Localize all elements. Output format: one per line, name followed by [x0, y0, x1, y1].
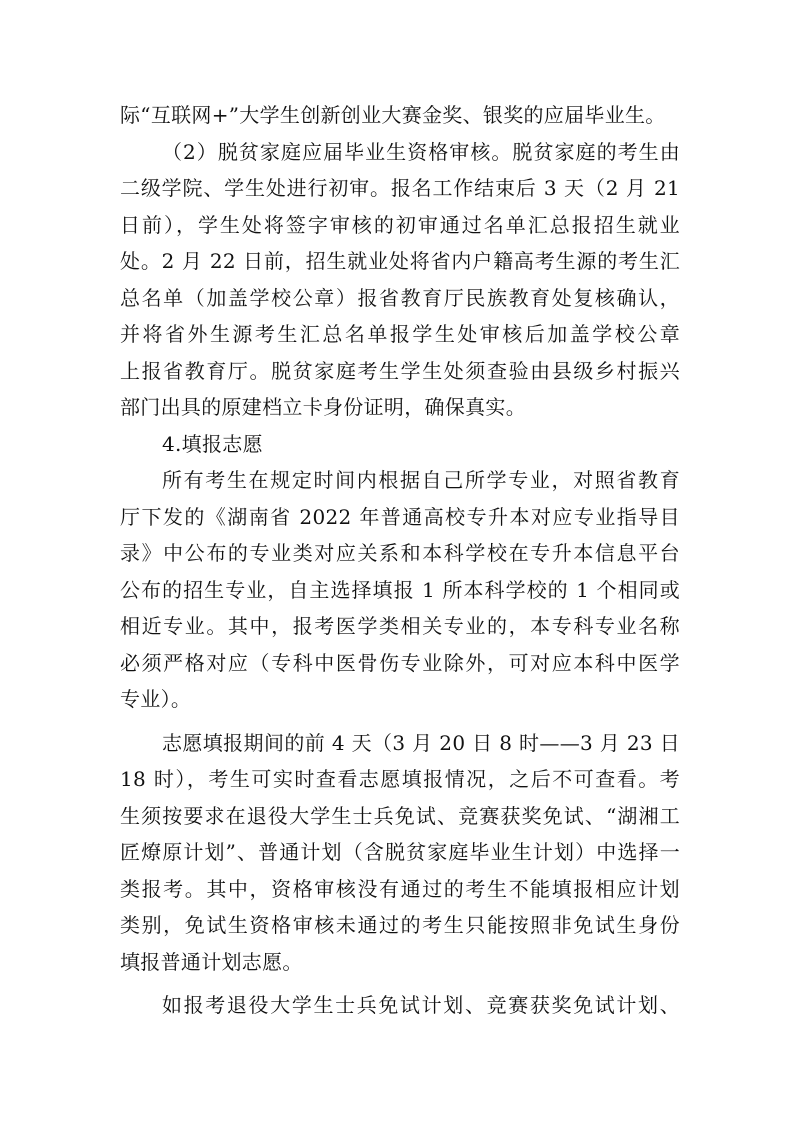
text-line: 必须严格对应（专科中医骨伤专业除外，可对应本科中医学 — [120, 650, 680, 675]
text-line: 并将省外生源考生汇总名单报学生处审核后加盖学校公章 — [120, 322, 680, 346]
text-line: 所有考生在规定时间内根据自己所学专业，对照省教育 — [162, 468, 680, 492]
text-line: 匠燎原计划”、普通计划（含脱贫家庭毕业生计划）中选择一 — [120, 840, 680, 864]
text-line: 部门出具的原建档立卡身份证明，确保真实。 — [120, 395, 526, 419]
text-line: 处。2 月 22 日前，招生就业处将省内户籍高考生源的考生汇 — [120, 249, 680, 273]
paragraph-gap — [120, 980, 680, 987]
text-line: 厅下发的《湖南省 2022 年普通高校专升本对应专业指导目 — [120, 504, 680, 529]
text-line: 录》中公布的专业类对应关系和本科学校在专升本信息平台 — [120, 541, 680, 565]
text-line: 如报考退役大学生士兵免试计划、竞赛获奖免试计划、 — [162, 993, 680, 1017]
paragraph-heading-line: （2）脱贫家庭应届毕业生资格审核。脱贫家庭的考生由 — [162, 139, 680, 164]
text-line: 相近专业。其中，报考医学类相关专业的，本专科专业名称 — [120, 614, 680, 638]
body-text — [120, 97, 680, 1024]
text-line: 公布的招生专业，自主选择填报 1 所本科学校的 1 个相同或 — [120, 577, 680, 602]
text-line: 志愿填报期间的前 4 天（3 月 20 日 8 时——3 月 23 日 — [162, 730, 680, 755]
text-line: 际“互联网+”大学生创新创业大赛金奖、银奖的应届毕业生。 — [120, 103, 666, 127]
text-line: 18 时），考生可实时查看志愿填报情况，之后不可查看。考 — [120, 767, 680, 791]
text-line: 日前），学生处将签字审核的初审通过名单汇总报招生就业 — [120, 212, 680, 237]
text-line: 生须按要求在退役大学生士兵免试、竞赛获奖免试、“湖湘工 — [120, 803, 680, 828]
text-line: 总名单（加盖学校公章）报省教育厅民族教育处复核确认， — [120, 285, 680, 310]
text-line: 专业）。 — [120, 687, 192, 711]
text-line: 填报普通计划志愿。 — [120, 949, 303, 974]
text-line: 上报省教育厅。脱贫家庭考生学生处须查验由县级乡村振兴 — [120, 358, 680, 383]
section-heading: 4.填报志愿 — [162, 431, 263, 456]
text-line: 类别，免试生资格审核未通过的考生只能按照非免试生身份 — [120, 913, 680, 937]
text-line: 类报考。其中，资格审核没有通过的考生不能填报相应计划 — [120, 876, 680, 901]
text-line: 二级学院、学生处进行初审。报名工作结束后 3 天（2 月 21 — [120, 176, 680, 200]
paragraph-gap — [120, 718, 680, 725]
